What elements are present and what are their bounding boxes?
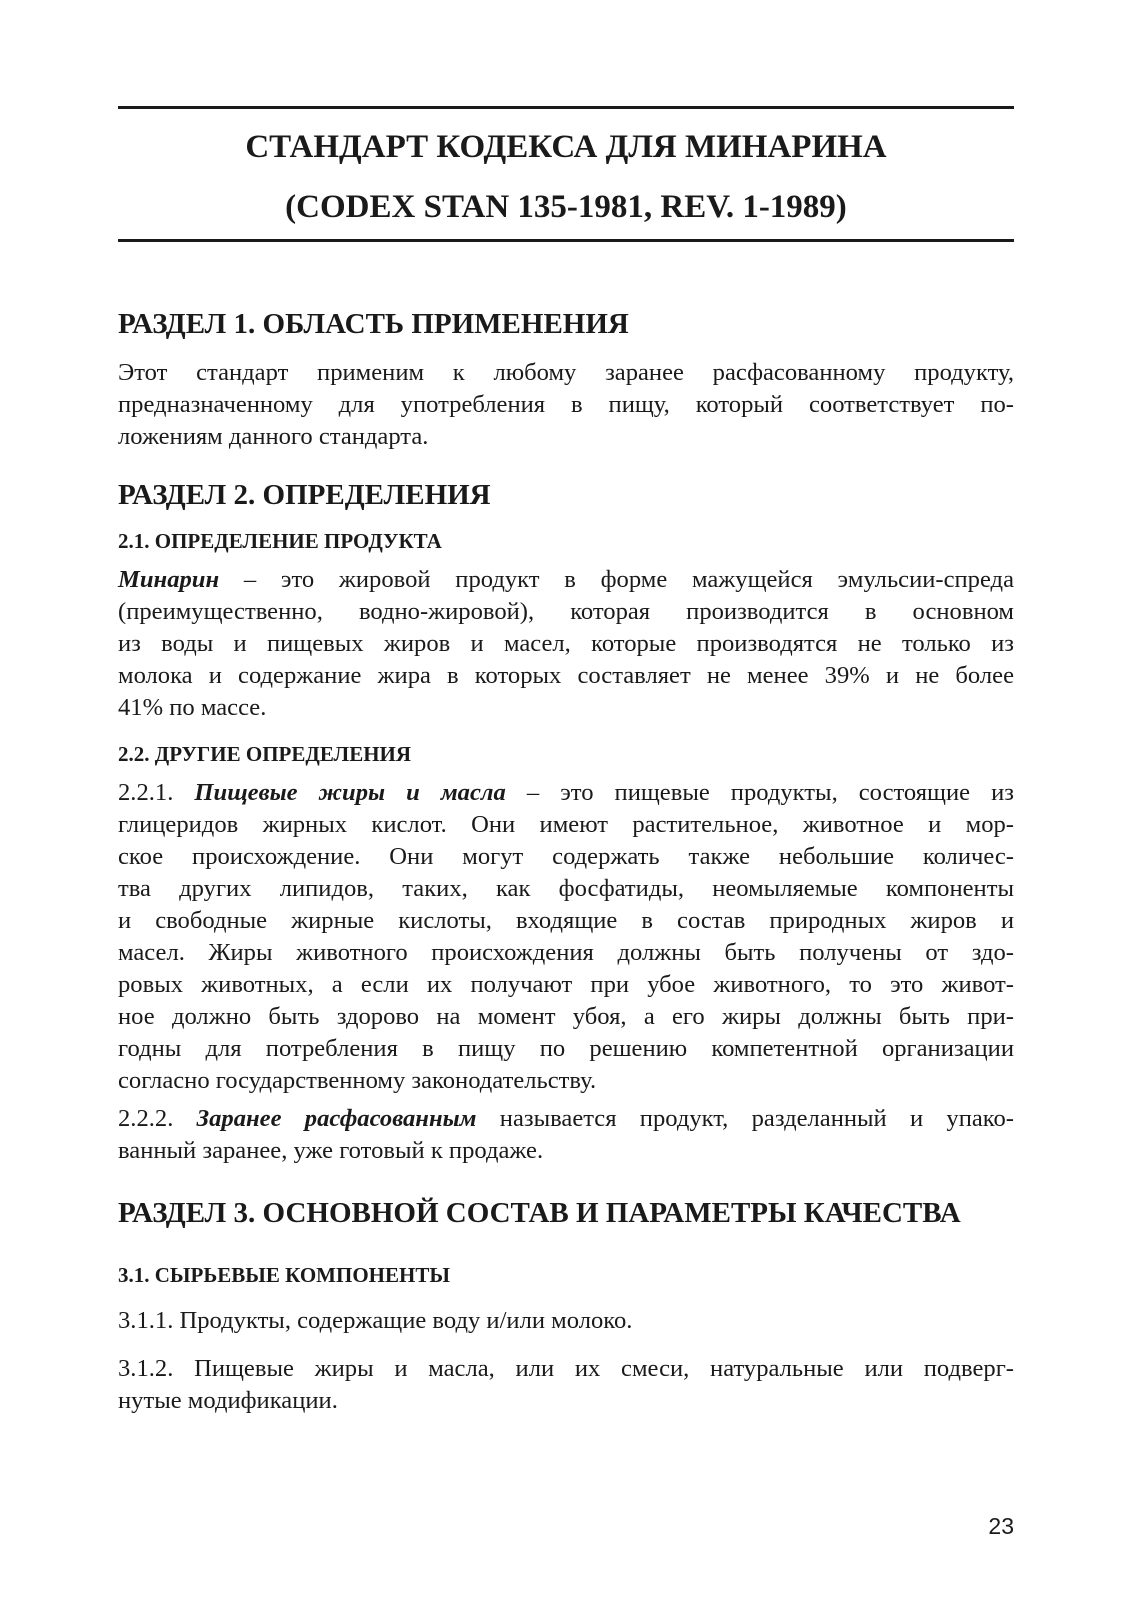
paragraph-line: 2.2.1. Пищевые жиры и масла – это пищевые продукты, состоящие из: [118, 779, 1014, 806]
paragraph-line: и свободные жирные кислоты, входящие в состав природных жиров и: [118, 907, 1014, 934]
paragraph-line: (преимущественно, водно-жировой), которая производится в основном: [118, 598, 1014, 625]
paragraph-line: из воды и пищевых жиров и масел, которые производятся не только из: [118, 630, 1014, 657]
section-1-heading: РАЗДЕЛ 1. ОБЛАСТЬ ПРИМЕНЕНИЯ: [118, 308, 629, 340]
subsection-2-1-paragraph: [118, 564, 1014, 724]
defined-term: Минарин: [118, 566, 220, 593]
defined-term: Заранее расфасованным: [196, 1105, 477, 1132]
paragraph-line: согласно государственному законодательству.: [118, 1067, 597, 1094]
paragraph-line: 41% по массе.: [118, 694, 267, 721]
paragraph-line: молока и содержание жира в которых составляет не менее 39% и не более: [118, 662, 1014, 689]
subsection-2-2-heading: 2.2. ДРУГИЕ ОПРЕДЕЛЕНИЯ: [118, 742, 412, 766]
subsection-2-1-heading: 2.1. ОПРЕДЕЛЕНИЕ ПРОДУКТА: [118, 529, 442, 553]
document-title: СТАНДАРТ КОДЕКСА ДЛЯ МИНАРИНА: [245, 129, 887, 165]
item-3-1-2: [118, 1353, 1014, 1417]
item-3-1-1: [118, 1305, 1014, 1337]
page-number: 23: [988, 1513, 1014, 1539]
paragraph-line: ложениям данного стандарта.: [118, 423, 429, 450]
subsection-3-1-heading: 3.1. СЫРЬЕВЫЕ КОМПОНЕНТЫ: [118, 1263, 450, 1287]
paragraph-line: тва других липидов, таких, как фосфатиды, неомыляемые компоненты: [118, 875, 1014, 902]
top-rule: [118, 106, 1014, 109]
section-3-heading: РАЗДЕЛ 3. ОСНОВНОЙ СОСТАВ И ПАРАМЕТРЫ КАЧЕСТВА: [118, 1197, 961, 1229]
section-1-paragraph: [118, 357, 1014, 453]
bottom-rule: [118, 239, 1014, 242]
paragraph-line: нутые модификации.: [118, 1387, 338, 1414]
definition-2-2-2: [118, 1103, 1014, 1167]
paragraph-line: ное должно быть здорово на момент убоя, а его жиры должны быть при-: [118, 1003, 1014, 1030]
section-2-heading: РАЗДЕЛ 2. ОПРЕДЕЛЕНИЯ: [118, 479, 491, 511]
paragraph-line: 2.2.2. Заранее расфасованным называется продукт, разделанный и упако-: [118, 1105, 1014, 1132]
paragraph-line: 3.1.2. Пищевые жиры и масла, или их смеси, натуральные или подверг-: [118, 1355, 1014, 1382]
document-subtitle: (CODEX STAN 135-1981, REV. 1-1989): [285, 189, 847, 225]
paragraph-line: ванный заранее, уже готовый к продаже.: [118, 1137, 544, 1164]
paragraph-line: ское происхождение. Они могут содержать также небольшие количес-: [118, 843, 1014, 870]
paragraph-line: ровых животных, а если их получают при убое животного, то это живот-: [118, 971, 1014, 998]
paragraph-line: глицеридов жирных кислот. Они имеют растительное, животное и мор-: [118, 811, 1014, 838]
paragraph-line: Этот стандарт применим к любому заранее расфасованному продукту,: [118, 359, 1014, 386]
paragraph-line: Минарин – это жировой продукт в форме мажущейся эмульсии-спреда: [118, 566, 1014, 593]
paragraph-line: 3.1.1. Продукты, содержащие воду и/или молоко.: [118, 1307, 633, 1334]
defined-term: Пищевые жиры и масла: [194, 779, 506, 806]
paragraph-line: предназначенному для употребления в пищу, который соответствует по-: [118, 391, 1014, 418]
paragraph-line: масел. Жиры животного происхождения должны быть получены от здо-: [118, 939, 1014, 966]
paragraph-line: годны для потребления в пищу по решению компетентной организации: [118, 1035, 1014, 1062]
definition-2-2-1: [118, 777, 1014, 1097]
